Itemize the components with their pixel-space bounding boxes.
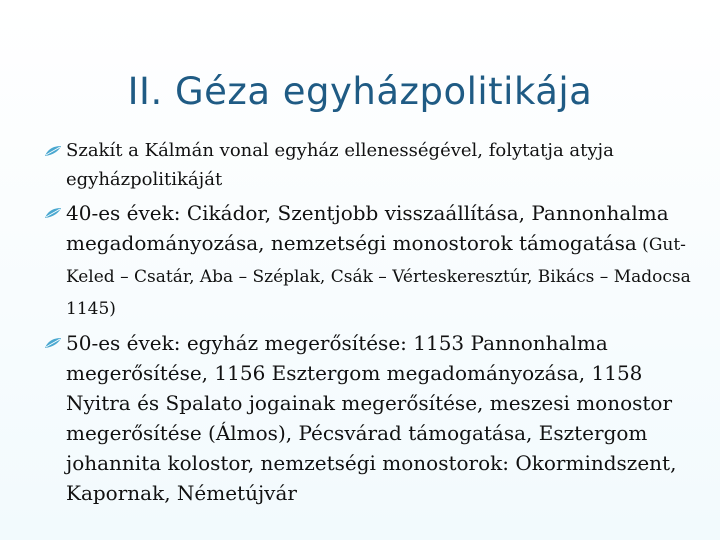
bullet-subtext: (Gut-Keled – Csatár, Aba – Széplak, Csák – Vérteskeresztúr, Bikács – Madocsa 1145) bbox=[66, 235, 691, 319]
leaf-bullet-icon bbox=[44, 207, 62, 219]
bullet-text: Szakít a Kálmán vonal egyház ellenességével, folytatja atyja egyházpolitikáját bbox=[66, 140, 614, 190]
bullet-item bbox=[44, 136, 694, 194]
bullet-text: 50-es évek: egyház megerősítése: 1153 Pannonhalma megerősítése, 1156 Esztergom megadományozása, 1158 Nyitra és Spalato jogainak megerősítése, meszesi monostor megerősítése (Álmos), Pécsvárad támogatása, Esztergom johannita kolostor, nemzetségi monostorok: Okormindszent, Kapornak, Németújvár bbox=[66, 331, 677, 505]
bullet-item bbox=[44, 328, 694, 508]
leaf-bullet-icon bbox=[44, 145, 62, 157]
bullet-item bbox=[44, 198, 694, 324]
bullet-list bbox=[44, 136, 694, 512]
leaf-bullet-icon bbox=[44, 337, 62, 349]
slide-title: II. Géza egyházpolitikája bbox=[127, 70, 593, 113]
bullet-text: 40-es évek: Cikádor, Szentjobb visszaállítása, Pannonhalma megadományozása, nemzetségi monostorok támogatása bbox=[66, 201, 669, 255]
